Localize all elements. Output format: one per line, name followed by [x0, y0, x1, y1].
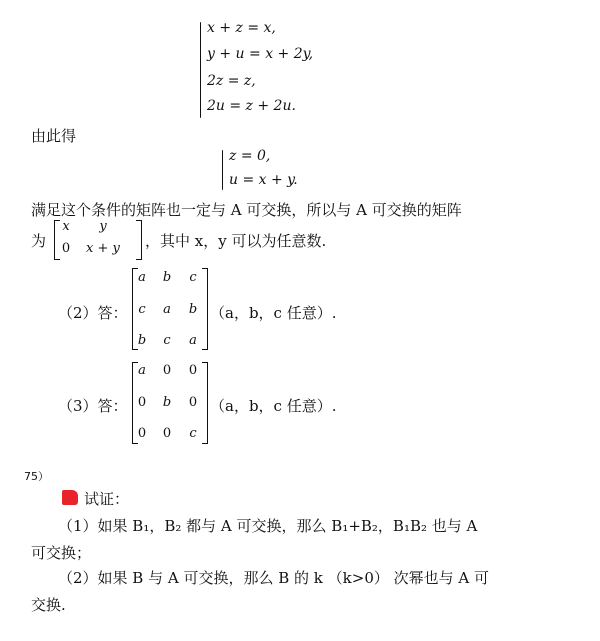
system1-brace: [200, 22, 201, 118]
problem-number: 75）: [24, 470, 49, 483]
matrix3-r2c1: 0: [137, 395, 147, 410]
matrix3-r1c3: 0: [188, 363, 198, 378]
item2-line2: 交换.: [31, 596, 66, 614]
matrix2-r1c1: a: [138, 270, 146, 285]
paragraph-suffix: ，其中 x，y 可以为任意数.: [145, 232, 327, 250]
matrix3-right-bracket: [202, 362, 208, 444]
system1-eq3: 2z = z,: [207, 73, 256, 89]
matrix2-r1c3: c: [189, 270, 197, 285]
matrix3-r3c3: c: [189, 426, 197, 441]
matrix3-r2c2: b: [162, 395, 172, 410]
system1-eq2: y + u = x + 2y,: [207, 46, 314, 62]
matrix2-r2c3: b: [188, 302, 198, 317]
paragraph-line1: 满足这个条件的矩阵也一定与 A 可交换，所以与 A 可交换的矩阵: [31, 201, 462, 219]
item1-line2: 可交换；: [31, 544, 92, 562]
matrix1-r2c2: x + y: [86, 241, 120, 256]
system1-eq1: x + z = x,: [207, 20, 276, 36]
matrix1-r2c1: 0: [61, 241, 71, 256]
matrix2-r3c1: b: [137, 333, 147, 348]
matrix2-r3c2: c: [163, 333, 171, 348]
part3-label: （3）答：: [58, 397, 128, 415]
red-highlight-mark: [62, 490, 78, 505]
text-hence: 由此得: [31, 127, 77, 145]
matrix2-right-bracket: [202, 268, 208, 350]
prove-title: 试证：: [84, 490, 130, 508]
item2-line1: （2）如果 B 与 A 可交换，那么 B 的 k （k>0） 次幂也与 A 可: [58, 569, 489, 587]
matrix1-right-bracket: [136, 220, 142, 260]
matrix1-r1c2: y: [99, 219, 107, 234]
matrix2-r3c3: a: [189, 333, 197, 348]
matrix3-r2c3: 0: [188, 395, 198, 410]
matrix2-r2c2: a: [163, 302, 171, 317]
matrix3-r3c1: 0: [137, 426, 147, 441]
matrix2-r1c2: b: [162, 270, 172, 285]
system2-eq1: z = 0,: [229, 148, 271, 164]
system2-brace: [222, 150, 223, 190]
system1-eq4: 2u = z + 2u.: [207, 98, 296, 114]
matrix1-r1c1: x: [62, 219, 70, 234]
matrix3-r1c2: 0: [162, 363, 172, 378]
part2-label: （2）答：: [58, 304, 128, 322]
paragraph-prefix: 为: [31, 232, 47, 250]
matrix3-r3c2: 0: [162, 426, 172, 441]
part3-note: （a，b，c 任意）.: [210, 397, 337, 415]
system2-eq2: u = x + y.: [229, 172, 298, 188]
part2-note: （a，b，c 任意）.: [210, 304, 337, 322]
matrix3-r1c1: a: [138, 363, 146, 378]
matrix2-r2c1: c: [138, 302, 146, 317]
item1-line1: （1）如果 B₁，B₂ 都与 A 可交换，那么 B₁+B₂，B₁B₂ 也与 A: [58, 517, 478, 535]
